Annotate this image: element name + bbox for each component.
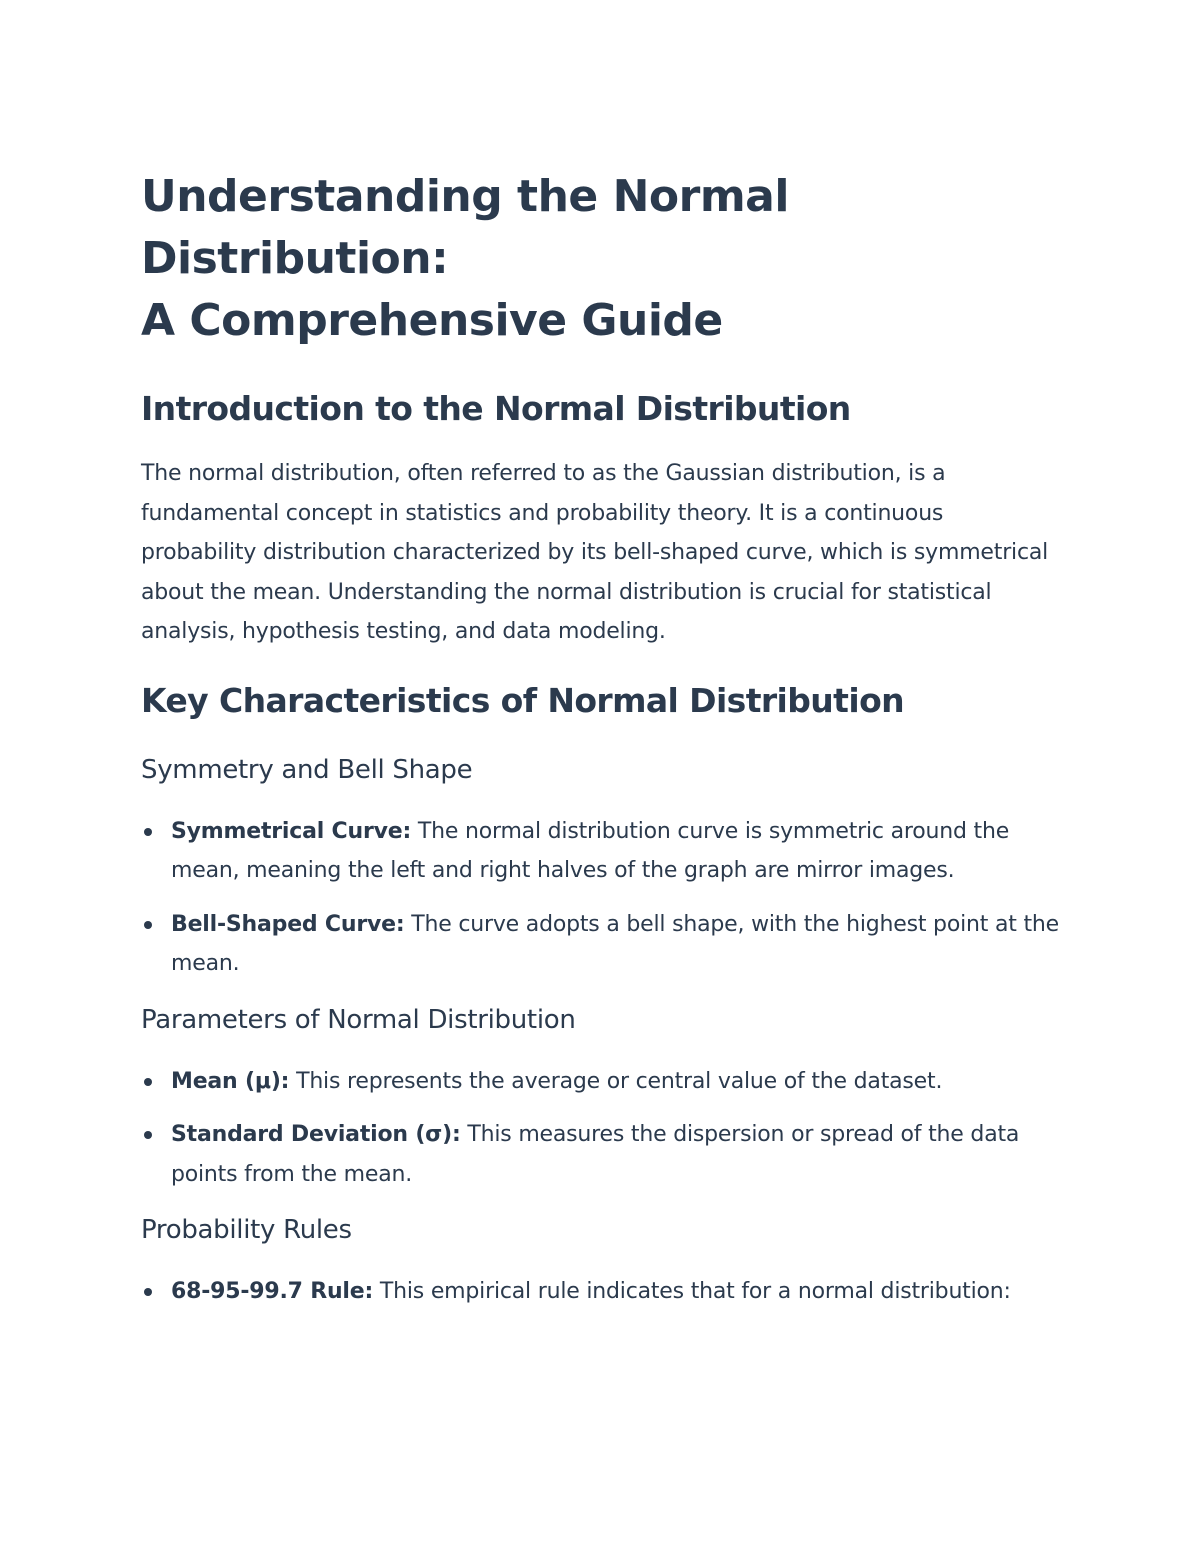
bullet-icon (144, 828, 152, 836)
probability-rules-list (141, 1272, 1061, 1312)
bullet-icon (144, 1288, 152, 1296)
parameters-heading: Parameters of Normal Distribution (141, 1004, 576, 1035)
parameters-list (141, 1062, 1061, 1195)
key-characteristics-heading: Key Characteristics of Normal Distribution (141, 680, 905, 720)
list-item (141, 1062, 1061, 1102)
list-item (141, 1115, 1061, 1194)
list-item (141, 1272, 1061, 1312)
list-item-term: Mean (μ): (171, 1068, 290, 1094)
page-title-line-1: Understanding the Normal Distribution: (141, 171, 789, 284)
symmetry-list (141, 812, 1061, 984)
list-item-term: Bell-Shaped Curve: (171, 911, 405, 937)
list-item-text: This represents the average or central value of the dataset. (289, 1068, 943, 1094)
list-item (141, 812, 1061, 891)
probability-rules-heading: Probability Rules (141, 1215, 352, 1245)
list-item-term: Symmetrical Curve: (171, 818, 412, 844)
bullet-icon (144, 1078, 152, 1086)
bullet-icon (144, 921, 152, 929)
list-item-text: This empirical rule indicates that for a normal distribution: (373, 1279, 1011, 1304)
symmetry-heading: Symmetry and Bell Shape (141, 754, 473, 785)
list-item-text: The normal distribution curve is symmetric around the mean, meaning the left and right halves of the graph are mirror images. (171, 818, 1010, 883)
list-item-term: Standard Deviation (σ): (171, 1122, 461, 1147)
document-page (141, 166, 1061, 1312)
list-item-text: This measures the dispersion or spread of the data points from the mean. (171, 1122, 1020, 1187)
intro-paragraph: The normal distribution, often referred to as the Gaussian distribution, is a fundamental concept in statistics and probability theory. It is a continuous probability distribution characterized by its bell-shaped curve, which is symmetrical about the mean. Understanding the normal distribution is crucial for statistical analysis, hypothesis testing, and data modeling. (141, 461, 1049, 644)
intro-heading: Introduction to the Normal Distribution (141, 389, 851, 428)
list-item (141, 905, 1061, 984)
list-item-term: 68-95-99.7 Rule: (171, 1279, 374, 1304)
page-title (141, 166, 1061, 352)
bullet-icon (144, 1131, 152, 1139)
list-item-text: The curve adopts a bell shape, with the highest point at the mean. (171, 911, 1059, 976)
page-title-line-2: A Comprehensive Guide (141, 295, 723, 346)
